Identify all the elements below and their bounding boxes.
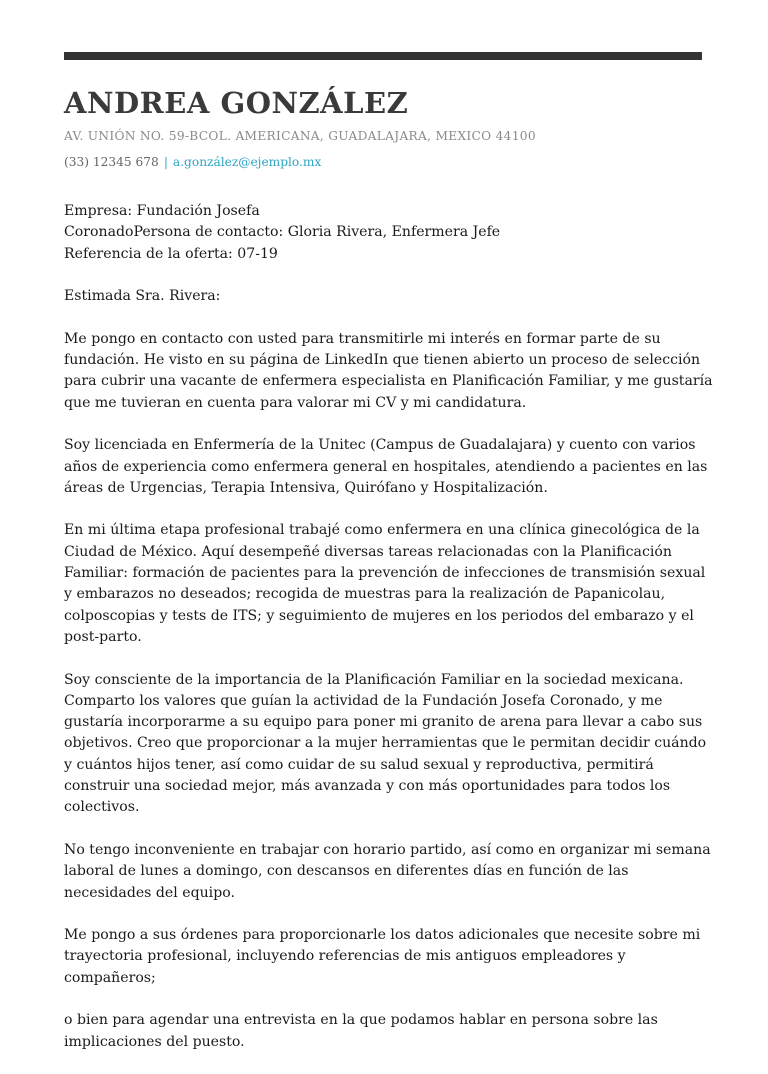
contact-line [64,155,321,169]
contact-separator: | [163,155,168,169]
recipient-meta [64,201,714,265]
paragraph-motivation: Soy consciente de la importancia de la Planificación Familiar en la sociedad mexicana. Comparto los valores que guían la actividad de la Fundación Josefa Coronado, y me gustaría incorporarme a su equipo para poner mi granito de arena para llevar a cabo sus objetivos. Creo que proporcionar a la mujer herramientas que le permitan decidir cuándo y cuántos hijos tener, así como cuidar de su salud sexual y reproductiva, permitirá construir una sociedad mejor, más avanzada y con más oportunidades para todos los colectivos. [64,671,707,816]
email-link[interactable]: a.gonzález@ejemplo.mx [172,155,322,169]
header-rule [64,52,702,60]
phone-number: (33) 12345 678 [64,155,159,169]
paragraph-interview: o bien para agendar una entrevista en la que podamos hablar en persona sobre las implicaciones del puesto. [64,1012,658,1050]
paragraph-education: Soy licenciada en Enfermería de la Unitec (Campus de Guadalajara) y cuento con varios años de experiencia como enfermera general en hospitales, atendiendo a pacientes en las áreas de Urgencias, Terapia Intensiva, Quirófano y Hospitalización. [64,437,708,496]
reference-line: Referencia de la oferta: 07-19 [64,245,278,262]
greeting: Estimada Sra. Rivera: [64,288,221,305]
paragraph-availability: No tengo inconveniente en trabajar con horario partido, así como en organizar mi semana laboral de lunes a domingo, con descansos en diferentes días en función de las necesidades del equipo. [64,841,711,901]
paragraph-experience: En mi última etapa profesional trabajé como enfermera en una clínica ginecológica de la Ciudad de México. Aquí desempeñé diversas tareas relacionadas con la Planificación Familiar: formación de pacientes para la prevención de infecciones de transmisión sexual y embarazos no deseados; recogida de muestras para la realización de Papanicolau, colposcopias y tests de ITS; y seguimiento de mujeres en los periodos del embarazo y el post-parto. [64,522,706,645]
letter-body [64,201,714,1074]
paragraph-interest: Me pongo en contacto con usted para transmitirle mi interés en formar parte de su fundación. He visto en su página de LinkedIn que tienen abierto un proceso de selección para cubrir una vacante de enfermera especialista en Planificación Familiar, y me gustaría que me tuvieran en cuenta para valorar mi CV y mi candidatura. [64,330,713,411]
company-line: Empresa: Fundación Josefa [64,203,260,219]
applicant-name: ANDREA GONZÁLEZ [64,86,409,120]
contact-person-line: CoronadoPersona de contacto: Gloria Rivera, Enfermera Jefe [64,224,501,241]
applicant-address: AV. UNIÓN NO. 59-BCOL. AMERICANA, GUADALAJARA, MEXICO 44100 [64,129,536,143]
paragraph-references: Me pongo a sus órdenes para proporcionarle los datos adicionales que necesite sobre mi trayectoria profesional, incluyendo referencias de mis antiguos empleadores y compañeros; [64,927,701,986]
